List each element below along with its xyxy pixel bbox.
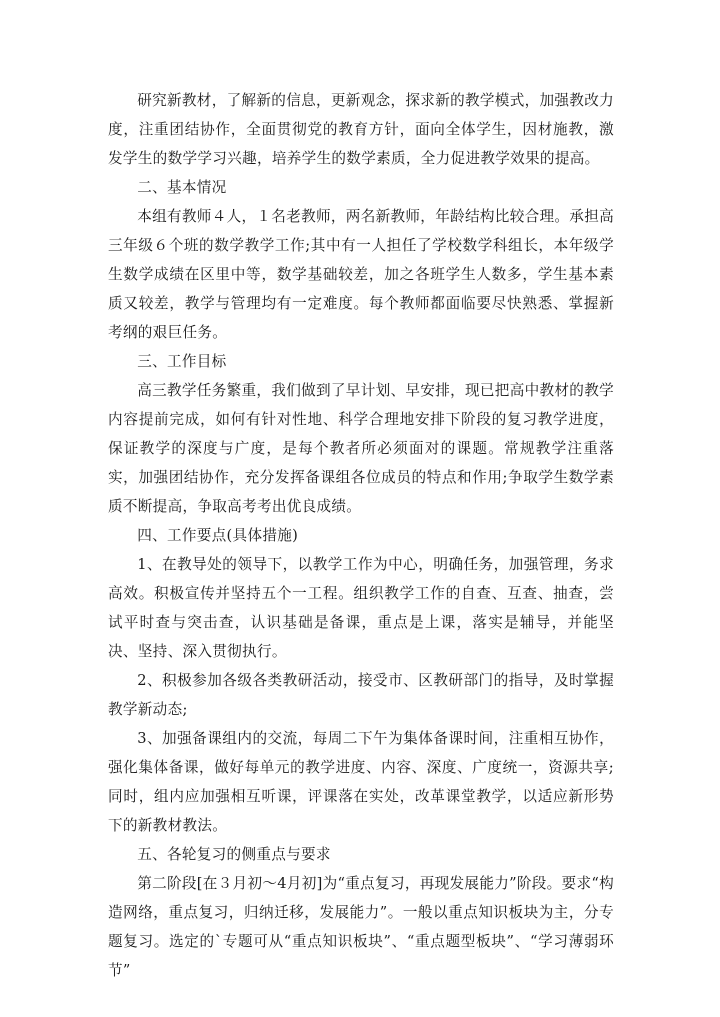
work-point-1-paragraph: 1、在教导处的领导下，以教学工作为中心，明确任务，加强管理，务求高效。积极宣传并坚持五个一工程。组织教学工作的自查、互查、抽查，尝试平时查与突击查，认识基础是备课，重点是上课，落实是辅导，并能坚决、坚持、深入贯彻执行。 bbox=[108, 556, 614, 660]
work-point-3-paragraph: 3、加强备课组内的交流，每周二下午为集体备课时间，注重相互协作，强化集体备课，做好每单元的教学进度、内容、深度、广度统一，资源共享;同时，组内应加强相互听课，评课落在实处，改革课堂教学，以适应新形势下的新教材教法。 bbox=[108, 730, 614, 834]
basic-situation-paragraph: 本组有教师４人，１名老教师，两名新教师，年龄结构比较合理。承担高三年级６个班的数学教学工作;其中有一人担任了学校数学科组长，本年级学生数学成绩在区里中等，数学基础较差，加之各班学生人数多，学生基本素质又较差，教学与管理均有一定难度。每个教师都面临要尽快熟悉、掌握新考纲的艰巨任务。 bbox=[108, 208, 614, 341]
work-point-2-paragraph: 2、积极参加各级各类教研活动，接受市、区教研部门的指导，及时掌握教学新动态; bbox=[108, 672, 614, 718]
work-goals-paragraph: 高三教学任务繁重，我们做到了早计划、早安排，现已把高中教材的教学内容提前完成，如何有针对性地、科学合理地安排下阶段的复习教学进度，保证教学的深度与广度，是每个教者所必须面对的课题。常规教学注重落实，加强团结协作，充分发挥备课组各位成员的特点和作用;争取学生数学素质不断提高，争取高考考出优良成绩。 bbox=[108, 382, 614, 515]
section-heading-work-goals: 三、工作目标 bbox=[137, 353, 227, 370]
review-stage-two-paragraph: 第二阶段[在３月初～4月初]为“重点复习，再现发展能力”阶段。要求“构造网络，重点复习，归纳迁移，发展能力”。一般以重点知识板块为主，分专题复习。选定的`专题可从“重点知识板块”、“重点题型板块”、“学习薄弱环节” bbox=[108, 875, 614, 979]
section-heading-review-focus: 五、各轮复习的侧重点与要求 bbox=[137, 846, 331, 863]
intro-paragraph: 研究新教材，了解新的信息，更新观念，探求新的教学模式，加强教改力度，注重团结协作，全面贯彻党的教育方针，面向全体学生，因材施教，激发学生的数学学习兴趣，培养学生的数学素质，全力促进教学效果的提高。 bbox=[108, 92, 614, 167]
document-body bbox=[108, 86, 614, 985]
section-heading-work-points: 四、工作要点(具体措施) bbox=[137, 527, 299, 544]
section-heading-basic-situation: 二、基本情况 bbox=[137, 179, 227, 196]
